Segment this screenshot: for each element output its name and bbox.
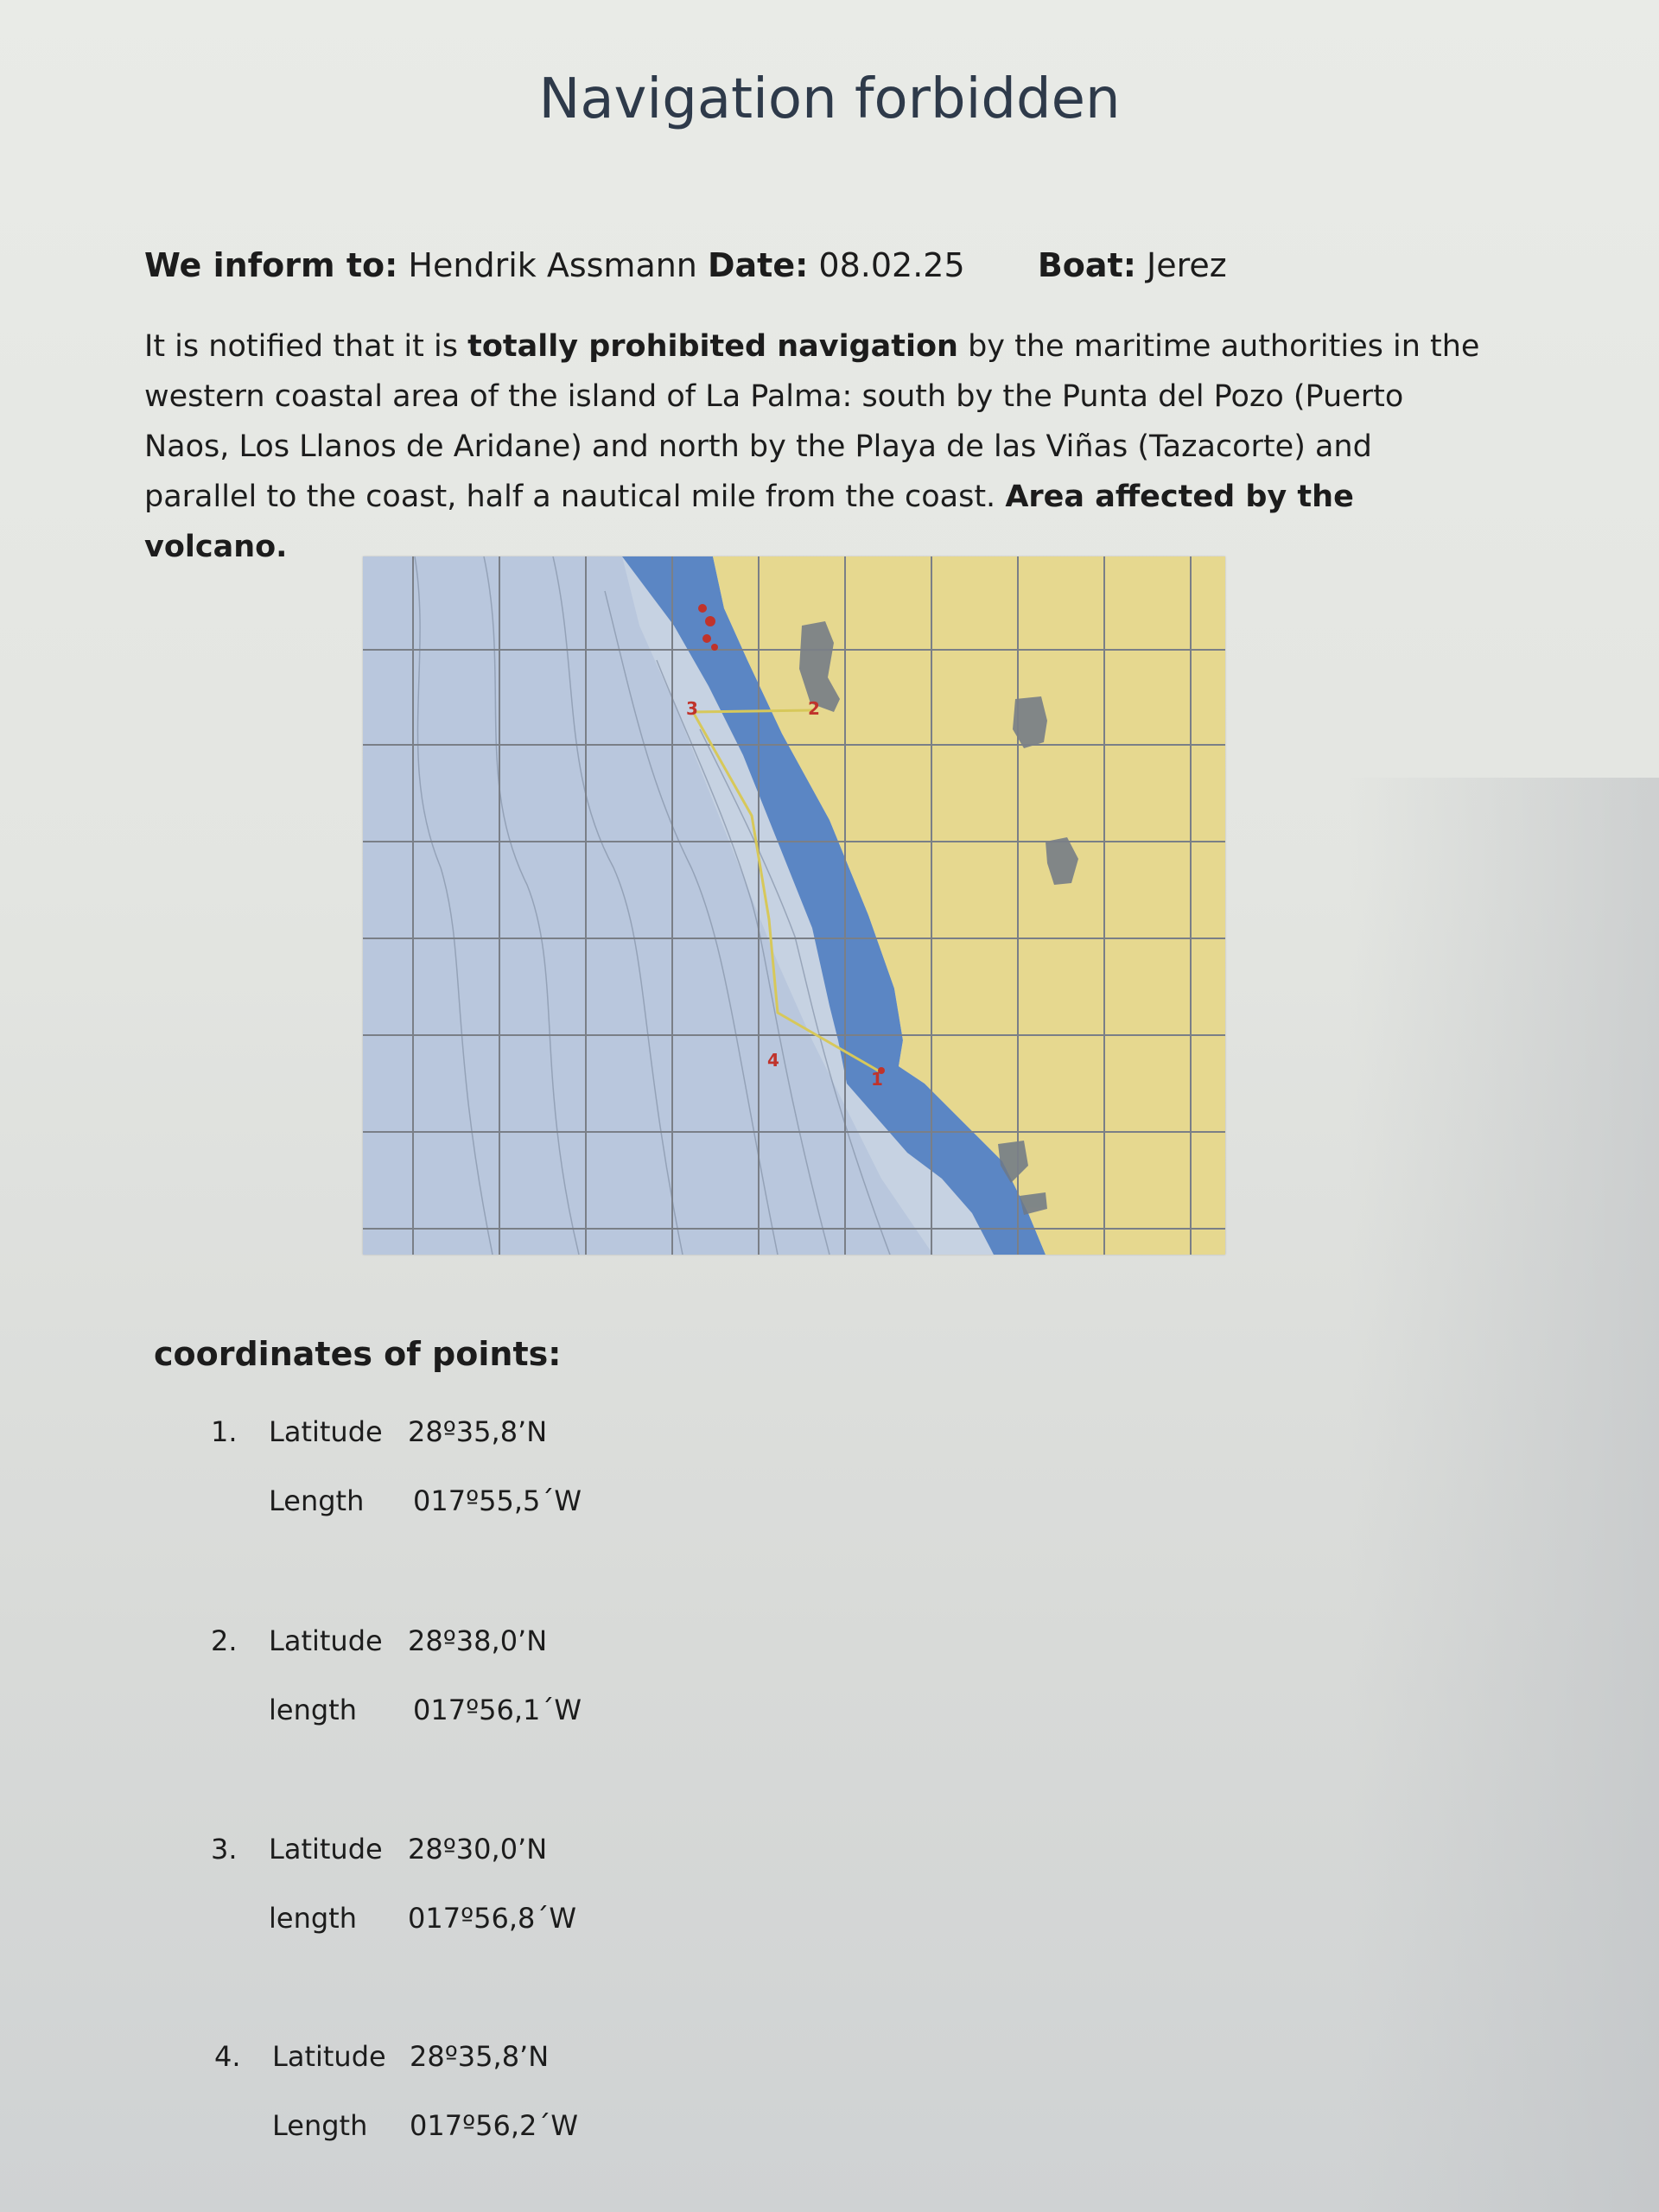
length-value: 017º56,1´W — [413, 1694, 582, 1726]
point-label-4: 4 — [767, 1050, 779, 1071]
latitude-label: Latitude — [269, 1415, 383, 1448]
point-label-3: 3 — [686, 698, 698, 719]
point-number: 4. — [214, 2040, 241, 2073]
paper-shadow — [1348, 778, 1659, 2212]
page-title: Navigation forbidden — [538, 67, 1121, 131]
boat-label: Boat: — [1037, 246, 1136, 284]
latitude-label: Latitude — [272, 2040, 386, 2073]
chart-svg — [363, 556, 1225, 1255]
length-label: length — [269, 1902, 357, 1935]
latitude-value: 28º38,0’N — [408, 1624, 548, 1657]
point-label-1: 1 — [871, 1069, 883, 1090]
latitude-value: 28º30,0’N — [408, 1833, 548, 1866]
latitude-label: Latitude — [269, 1624, 383, 1657]
recipient-line — [144, 246, 1227, 284]
date-label: Date: — [708, 246, 809, 284]
length-value: 017º56,2´W — [410, 2109, 579, 2142]
inform-label: We inform to: — [144, 246, 398, 284]
date-value: 08.02.25 — [818, 246, 965, 284]
point-number: 1. — [211, 1415, 238, 1448]
nautical-chart — [363, 556, 1225, 1255]
notice-bold-1: totally prohibited navigation — [467, 329, 958, 364]
point-label-2: 2 — [808, 698, 820, 719]
notice-text-2: by the maritime authorities in the western coastal area of the island of La Palma: south by the Punta del Pozo (Puerto Naos, Los Llanos de Aridane) and north by the Playa de las Viñas (Tazacorte) and parallel to the coast, half a nautical mile from the coast. — [144, 329, 1480, 514]
boat-value: Jerez — [1147, 246, 1227, 284]
length-label: length — [269, 1694, 357, 1726]
notice-text-1: It is notified that it is — [144, 329, 468, 364]
point-number: 2. — [211, 1624, 238, 1657]
inform-value: Hendrik Assmann — [408, 246, 697, 284]
length-label: Length — [272, 2109, 368, 2142]
notice-paragraph — [144, 321, 1492, 572]
length-value: 017º56,8´W — [408, 1902, 577, 1935]
point-number: 3. — [211, 1833, 238, 1866]
latitude-value: 28º35,8’N — [408, 1415, 548, 1448]
latitude-label: Latitude — [269, 1833, 383, 1866]
length-value: 017º55,5´W — [413, 1484, 582, 1517]
coordinates-title: coordinates of points: — [154, 1335, 562, 1373]
notice-bold-2: Area affected by the volcano. — [144, 480, 1354, 564]
length-label: Length — [269, 1484, 365, 1517]
latitude-value: 28º35,8’N — [410, 2040, 550, 2073]
